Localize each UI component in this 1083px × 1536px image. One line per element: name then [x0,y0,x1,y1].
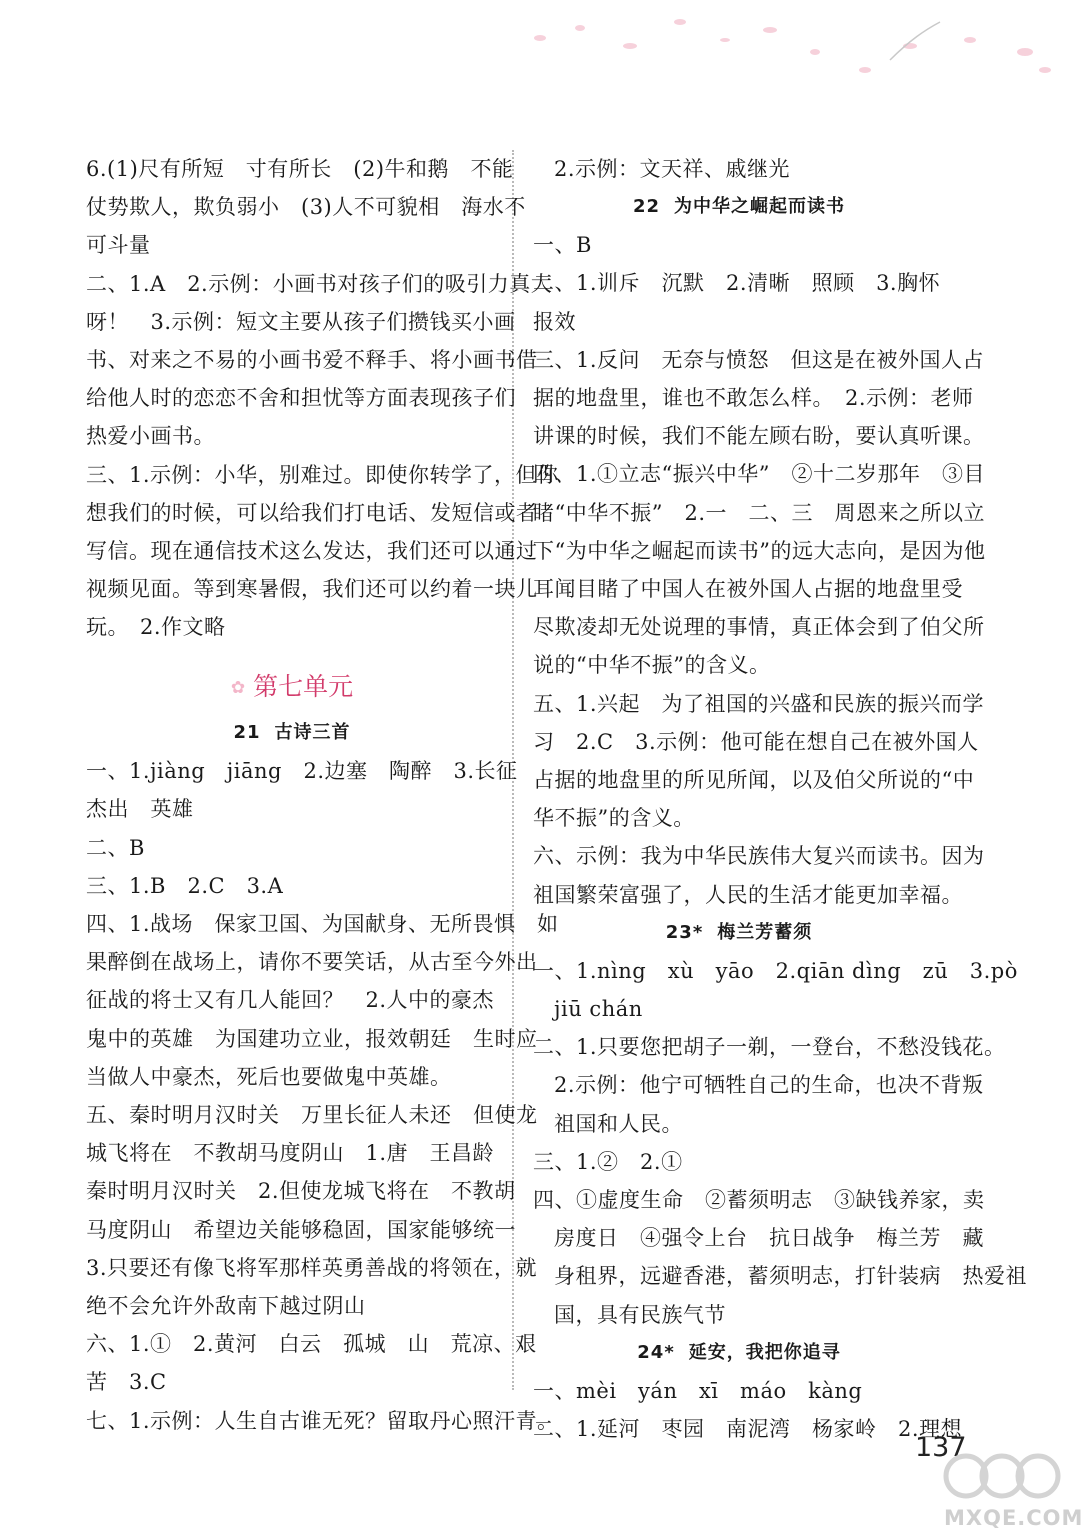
answer-line: 6.(1)尺有所短 寸有所长 (2)牛和鹅 不能 [86,157,514,181]
unit-heading [86,661,498,715]
lesson-title [533,188,945,226]
lesson-number: 23* [665,921,704,943]
answer-line: 说的“中华不振”的含义。 [533,653,771,678]
answer-line: 二、B [86,835,145,860]
answer-line: 当做人中豪杰，死后也要做鬼中英雄。 [86,1064,452,1089]
answer-line: 秦时明月汉时关 2.但使龙城飞将在 不教胡 [86,1179,516,1204]
answer-line: 绝不会允许外敌南下越过阴山 [86,1293,366,1318]
unit-heading-text: 第七单元 [253,671,354,701]
lesson-name: 为中华之崛起而读书 [674,196,846,218]
answer-line: 可斗量 [86,233,151,258]
page-number: 137 [915,1432,967,1463]
answer-line: 杰出 英雄 [86,797,194,822]
answer-line: 四、1.战场 保家卫国、为国献身、无所畏惧 如 [86,911,559,936]
answer-line: 华不振”的含义。 [533,806,695,831]
answer-line: 祖国和人民。 [554,1111,683,1136]
answer-line: 一、1.nìng xù yāo 2.qiān dìng zū 3.pò [533,958,1018,983]
lesson-name: 梅兰芳蓄须 [717,921,813,943]
answer-line: jiū chán [554,997,643,1022]
answer-line: 报效 [533,309,576,334]
answer-line: 仗势欺人，欺负弱小 (3)人不可貌相 海水不 [86,195,526,220]
answer-line: 二、1.训斥 沉默 2.清晰 照顾 3.胸怀 [533,271,941,296]
answer-line: 2.示例：他宁可牺牲自己的生命，也决不背叛 [554,1073,984,1098]
answer-line: 祖国繁荣富强了，人民的生活才能更加幸福。 [533,882,963,907]
answer-line: 一、1.jiàng jiāng 2.边塞 陶醉 3.长征 [86,759,518,784]
answer-line: 三、1.B 2.C 3.A [86,873,284,898]
answer-line: 下“为中华之崛起而读书”的远大志向，是因为他 [533,538,986,563]
answer-line: 2.示例：文天祥、戚继光 [554,157,791,181]
lesson-name: 延安，我把你追寻 [688,1341,841,1363]
watermark-text: MXQE.COM [944,1506,1083,1530]
lesson-number: 22 [632,196,661,218]
answer-line: 3.只要还有像飞将军那样英勇善战的将领在，就 [86,1255,538,1280]
answer-line: 征战的将士又有几人能回？ 2.人中的豪杰 [86,988,495,1013]
answer-line: 想我们的时候，可以给我们打电话、发短信或者 [86,500,538,525]
lesson-title [533,1334,945,1372]
answer-line: 六、示例：我为中华民族伟大复兴而读书。因为 [533,844,985,869]
answer-line: 三、1.示例：小华，别难过。即使你转学了，但你 [86,462,559,487]
answer-line: 二、1.延河 枣园 南泥湾 杨家岭 2.理想 [533,1417,963,1442]
answer-line: 呀！ 3.示例：短文主要从孩子们攒钱买小画 [86,309,516,334]
answer-line: 占据的地盘里的所见所闻，以及伯父所说的“中 [533,768,975,793]
answer-line: 一、mèi yán xī máo kàng [533,1378,863,1403]
answer-line: 三、1.② 2.① [533,1149,683,1174]
answer-line: 一、B [533,233,592,258]
blossom-icon: ✿ [230,678,246,699]
answer-line: 四、①虚度生命 ②蓄须明志 ③缺钱养家，卖 [533,1188,985,1213]
answer-line: 鬼中的英雄 为国建功立业，报效朝廷 生时应 [86,1026,538,1051]
answer-line: 房度日 ④强令上台 抗日战争 梅兰芳 藏 [554,1226,984,1251]
answer-line: 七、1.示例：人生自古谁无死？留取丹心照汗青。 [86,1408,559,1433]
answer-line: 身租界，远避香港，蓄须明志，打针装病 热爱祖 [554,1264,1027,1289]
answer-line: 写信。现在通信技术这么发达，我们还可以通过 [86,539,538,564]
lesson-number: 24* [637,1341,675,1363]
answer-line: 热爱小画书。 [86,424,215,449]
answer-line: 二、1.只要您把胡子一剃，一登台，不愁没钱花。 [533,1035,1006,1060]
answer-line: 睹“中华不振” 2.一 二、三 周恩来之所以立 [533,500,986,525]
answer-line: 城飞将在 不教胡马度阴山 1.唐 王昌龄 [86,1141,495,1166]
left-column [86,150,559,1440]
answer-line: 三、1.反问 无奈与愤怒 但这是在被外国人占 [533,347,985,372]
answer-line: 果醉倒在战场上，请你不要笑话，从古至今外出 [86,950,538,975]
answer-line: 玩。 2.作文略 [86,615,226,640]
answer-line: 苦 3.C [86,1370,167,1395]
lesson-title [533,914,945,952]
answer-line: 视频见面。等到寒暑假，我们还可以约着一块儿 [86,577,538,602]
answer-line: 国，具有民族气节 [554,1302,726,1327]
answer-line: 书、对来之不易的小画书爱不释手、将小画书借 [86,348,538,373]
answer-line: 给他人时的恋恋不舍和担忧等方面表现孩子们 [86,386,516,411]
answer-line: 尽欺凌却无处说理的事情，真正体会到了伯父所 [533,615,985,640]
answer-line: 二、1.A 2.示例：小画书对孩子们的吸引力真大 [86,271,553,296]
lesson-name: 古诗三首 [274,722,351,744]
answer-line: 耳闻目睹了中国人在被外国人占据的地盘里受 [533,577,963,602]
answer-line: 五、秦时明月汉时关 万里长征人未还 但使龙 [86,1102,538,1127]
answer-line: 马度阴山 希望边关能够稳固，国家能够统一 [86,1217,516,1242]
answer-line: 习 2.C 3.示例：他可能在想自己在被外国人 [533,729,979,754]
answer-line: 据的地盘里，谁也不敢怎么样。 2.示例：老师 [533,386,974,411]
cherry-blossom-decoration [470,0,1063,110]
answer-line: 五、1.兴起 为了祖国的兴盛和民族的振兴而学 [533,691,985,716]
answer-line: 四、1.①立志“振兴中华” ②十二岁那年 ③目 [533,462,986,487]
lesson-number: 21 [233,722,261,744]
answer-line: 讲课的时候，我们不能左顾右盼，要认真听课。 [533,424,985,449]
lesson-title [86,714,498,752]
answer-line: 六、1.① 2.黄河 白云 孤城 山 荒凉、艰 [86,1332,537,1357]
